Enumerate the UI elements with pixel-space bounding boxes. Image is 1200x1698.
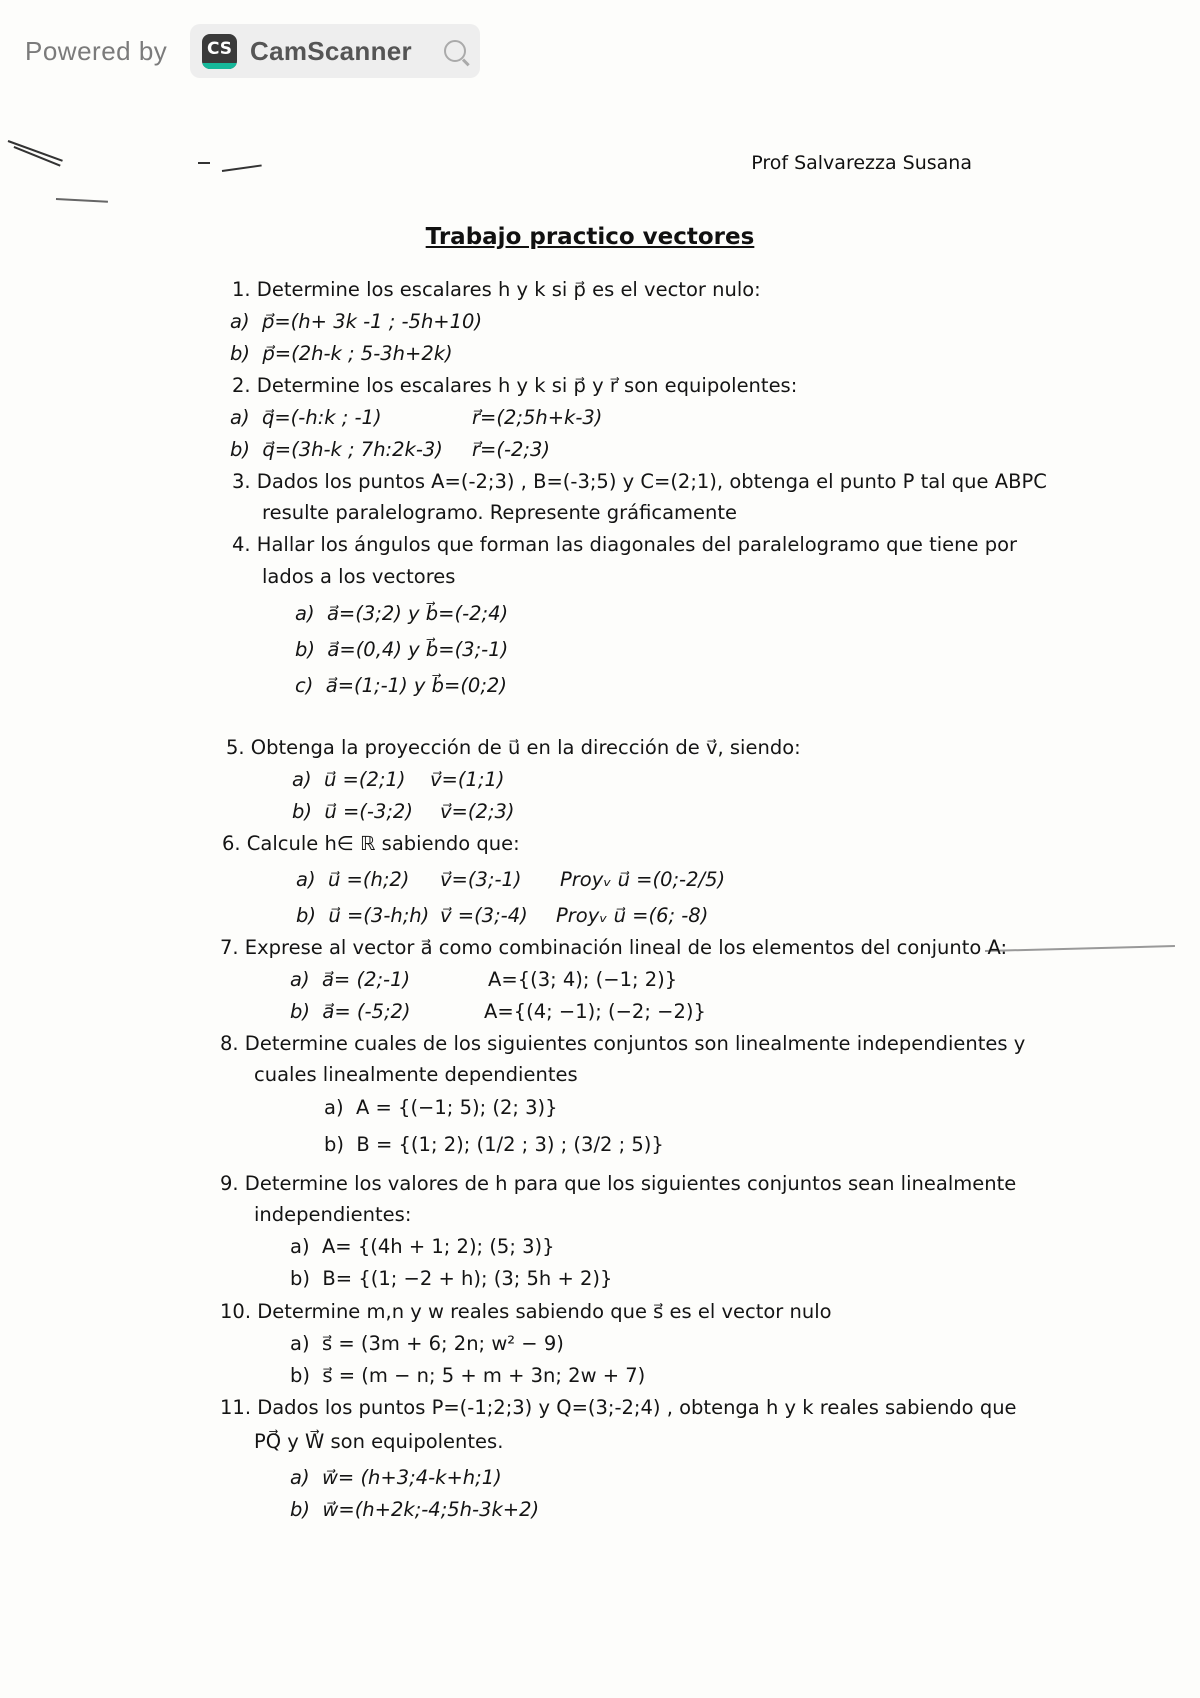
exercise-11b (290, 1498, 539, 1521)
logo-text: CS (206, 39, 233, 59)
exercise-6b-proj: Proyᵥ u⃗ =(6; -8) (556, 904, 709, 927)
expr: s⃗ = (m − n; 5 + m + 3n; 2w + 7) (322, 1364, 646, 1387)
exercise-9b (290, 1267, 612, 1290)
camscanner-name: CamScanner (250, 35, 412, 66)
label: b) (290, 1267, 310, 1290)
exercise-8a (324, 1096, 558, 1119)
scan-mark (8, 140, 63, 162)
expr: q⃗=(3h-k ; 7h:2k-3) (262, 438, 443, 461)
exercise-6b (296, 904, 429, 927)
expr: B = {(1; 2); (1/2 ; 3) ; (3/2 ; 5)} (356, 1133, 664, 1156)
watermark-powered-by: Powered by (25, 36, 168, 66)
exercise-2-statement: 2. Determine los escalares h y k si p⃗ y r⃗ son equipolentes: (232, 374, 798, 397)
exercise-1a (230, 310, 482, 333)
exercise-5b (292, 800, 413, 823)
exercise-2a (230, 406, 382, 429)
expr: w⃗=(h+2k;-4;5h-3k+2) (322, 1498, 540, 1521)
label: b) (295, 638, 315, 661)
exercise-7a (290, 968, 410, 991)
label: b) (324, 1133, 344, 1156)
exercise-4-line-1: 4. Hallar los ángulos que forman las diagonales del paralelogramo que tiene por (232, 533, 1018, 556)
label: a) (290, 968, 310, 991)
expr: s⃗ = (3m + 6; 2n; w² − 9) (321, 1332, 564, 1355)
label: a) (290, 1466, 310, 1489)
expr: u⃗ =(2;1) (323, 768, 406, 791)
expr: w⃗= (h+3;4-k+h;1) (321, 1466, 502, 1489)
camscanner-logo-icon (202, 34, 237, 69)
label: a) (296, 868, 316, 891)
exercise-2b-r: r⃗=(-2;3) (472, 438, 550, 461)
exercise-1b (230, 342, 453, 365)
label: b) (290, 1498, 310, 1521)
label: a) (324, 1096, 344, 1119)
exercise-5a (292, 768, 405, 791)
author-name: Prof Salvarezza Susana (751, 152, 972, 174)
expr: B= {(1; −2 + h); (3; 5h + 2)} (322, 1267, 613, 1290)
exercise-7-statement: 7. Exprese al vector a⃗ como combinación lineal de los elementos del conjunto A: (220, 936, 1008, 959)
expr: A = {(−1; 5); (2; 3)} (355, 1096, 558, 1119)
exercise-6a (296, 868, 409, 891)
exercise-4b (295, 638, 508, 661)
expr: q⃗=(-h:k ; -1) (261, 406, 382, 429)
page-title: Trabajo practico vectores (425, 224, 755, 250)
label: a) (230, 406, 250, 429)
exercise-9a (290, 1235, 555, 1258)
label: a) (292, 768, 312, 791)
exercise-4c (295, 674, 507, 697)
expr: p⃗=(h+ 3k -1 ; -5h+10) (261, 310, 483, 333)
expr: a⃗=(1;-1) y b⃗=(0;2) (325, 674, 507, 697)
label: b) (292, 800, 312, 823)
scan-mark (56, 198, 108, 202)
scan-mark (985, 945, 1175, 951)
label: b) (290, 1000, 310, 1023)
expr: u⃗ =(-3;2) (324, 800, 413, 823)
scan-mark (222, 164, 262, 172)
exercise-6a-proj: Proyᵥ u⃗ =(0;-2/5) (560, 868, 726, 891)
label: a) (290, 1332, 310, 1355)
expr: a⃗= (-5;2) (322, 1000, 411, 1023)
exercise-9-line-1: 9. Determine los valores de h para que los siguientes conjuntos sean linealmente (220, 1172, 1017, 1195)
exercise-11a (290, 1466, 502, 1489)
camscanner-badge (190, 24, 480, 78)
expr: a⃗=(3;2) y b⃗=(-2;4) (326, 602, 509, 625)
exercise-2a-r: r⃗=(2;5h+k-3) (472, 406, 603, 429)
exercise-11-line-2: PQ⃗ y W⃗ son equipolentes. (254, 1430, 504, 1453)
exercise-7b (290, 1000, 411, 1023)
exercise-1-statement: 1. Determine los escalares h y k si p⃗ es el vector nulo: (232, 278, 761, 301)
exercise-8-line-2: cuales linealmente dependientes (254, 1063, 578, 1086)
exercise-9-line-2: independientes: (254, 1203, 412, 1226)
exercise-2b (230, 438, 443, 461)
exercise-6-statement: 6. Calcule h∈ ℝ sabiendo que: (222, 832, 520, 855)
label: b) (230, 342, 250, 365)
label: c) (295, 674, 314, 697)
search-icon (444, 40, 466, 62)
exercise-10b (290, 1364, 645, 1387)
expr: a⃗=(0,4) y b⃗=(3;-1) (327, 638, 509, 661)
expr: u⃗ =(3-h;h) (328, 904, 430, 927)
exercise-4a (295, 602, 508, 625)
exercise-6a-v: v⃗=(3;-1) (440, 868, 522, 891)
exercise-8-line-1: 8. Determine cuales de los siguientes conjuntos son linealmente independientes y (220, 1032, 1026, 1055)
exercise-5a-v: v⃗=(1;1) (430, 768, 505, 791)
expr: p⃗=(2h-k ; 5-3h+2k) (262, 342, 453, 365)
label: b) (296, 904, 316, 927)
exercise-7b-set: A={(4; −1); (−2; −2)} (484, 1000, 706, 1023)
exercise-3-line-1: 3. Dados los puntos A=(-2;3) , B=(-3;5) y C=(2;1), obtenga el punto P tal que ABPC (232, 470, 1047, 493)
exercise-3-line-2: resulte paralelogramo. Represente gráficamente (262, 501, 738, 524)
expr: A= {(4h + 1; 2); (5; 3)} (321, 1235, 555, 1258)
expr: a⃗= (2;-1) (321, 968, 411, 991)
exercise-6b-v: v⃗ =(3;-4) (440, 904, 528, 927)
exercise-8b (324, 1133, 664, 1156)
exercise-11-line-1: 11. Dados los puntos P=(-1;2;3) y Q=(3;-2;4) , obtenga h y k reales sabiendo que (220, 1396, 1017, 1419)
exercise-5-statement: 5. Obtenga la proyección de u⃗ en la dirección de v⃗, siendo: (226, 736, 801, 759)
exercise-10-statement: 10. Determine m,n y w reales sabiendo que s⃗ es el vector nulo (220, 1300, 832, 1323)
exercise-7a-set: A={(3; 4); (−1; 2)} (488, 968, 678, 991)
label: a) (230, 310, 250, 333)
exercise-5b-v: v⃗=(2;3) (440, 800, 515, 823)
label: b) (290, 1364, 310, 1387)
label: b) (230, 438, 250, 461)
label: a) (290, 1235, 310, 1258)
scan-mark (198, 162, 210, 164)
exercise-10a (290, 1332, 564, 1355)
exercise-4-line-2: lados a los vectores (262, 565, 456, 588)
expr: u⃗ =(h;2) (327, 868, 410, 891)
label: a) (295, 602, 315, 625)
